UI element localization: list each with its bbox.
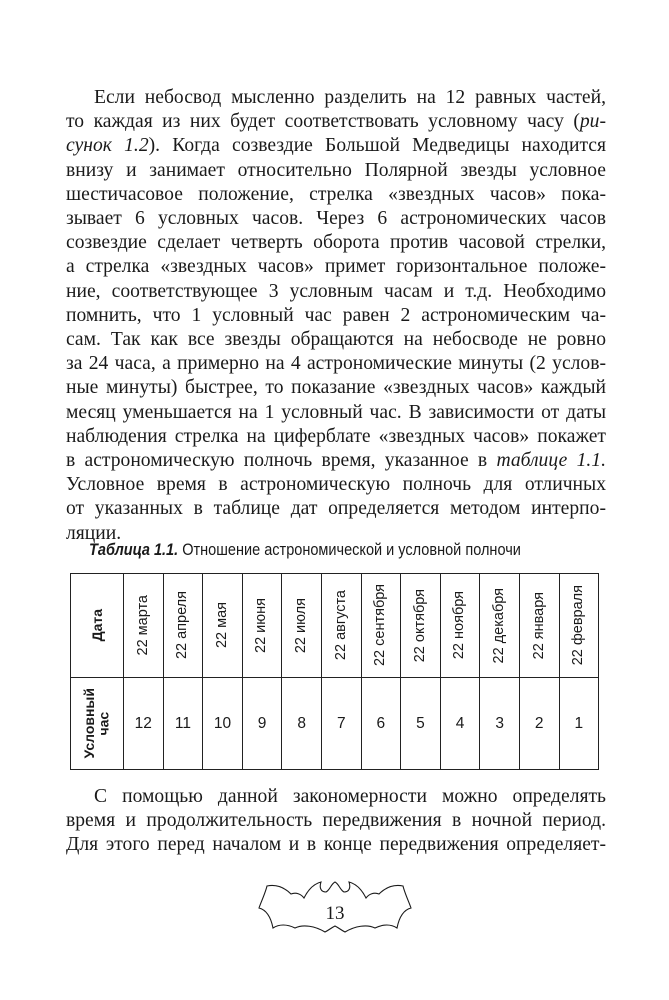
value-cell: 11 [163,678,203,770]
table-caption-text: Отношение астрономической и условной полночи [178,541,521,559]
text-line: месяц уменьшается на 1 условный час. В зависимости от даты [66,401,606,423]
table-reference: таблице 1.1. [496,450,606,472]
row-header-hour: Условный час [81,688,112,759]
page-footer [255,880,415,938]
text-line: за 24 часа, а примерно на 4 астрономические минуты (2 услов- [66,353,606,375]
value-cell: 2 [519,678,559,770]
text-line: Условное время в астрономическую полночь для отличных [66,474,606,496]
text-line: созвездие сделает четверть оборота против часовой стрелки, [66,232,606,254]
value-cell: 5 [401,678,441,770]
date-cell: 22 января [519,574,559,678]
row-header-date: Дата [88,609,105,642]
date-cell: 22 декабря [480,574,520,678]
text-line: ние, соответствующее 3 условным часам и т.д. Необходимо [66,280,606,302]
table-header-cell [71,678,124,770]
value-cell: 10 [203,678,243,770]
figure-reference: сунок 1.2 [66,135,149,157]
table-header-cell [71,574,124,678]
value-cell: 9 [242,678,282,770]
value-cell: 12 [124,678,164,770]
paragraph-2 [66,785,606,858]
text-line: зывает 6 условных часов. Через 6 астрономических часов [66,208,606,230]
value-cell: 8 [282,678,322,770]
value-cell: 6 [361,678,401,770]
text-line: а стрелка «звездных часов» примет горизонтальное положе- [66,256,606,278]
value-cell: 4 [440,678,480,770]
text-line: внизу и занимает относительно Полярной звезды условное [66,159,606,181]
text-line: ляции. [66,522,122,544]
value-cell: 3 [480,678,520,770]
page-number: 13 [325,903,345,924]
text-line: от указанных в таблице дат определяется методом интерпо- [66,498,606,520]
date-cell: 22 февраля [559,574,599,678]
date-cell: 22 марта [124,574,164,678]
table-row-values [71,678,599,770]
text-line: С помощью данной закономерности можно определять [94,786,606,807]
text-line: в астрономическую полночь время, указанное в таблице 1.1. [66,450,606,472]
text-line: помнить, что 1 условный час равен 2 астрономическим ча- [66,304,606,326]
text-line: сам. Так как все звезды обращаются на небосводе не ровно [66,329,606,351]
text-line: наблюдения стрелка на циферблате «звездных часов» покажет [66,425,606,447]
text-line: Если небосвод мысленно разделить на 12 равных частей, [94,87,606,108]
value-cell: 1 [559,678,599,770]
figure-reference: ри- [579,111,606,133]
text-line: Для этого перед началом и в конце передвижения определяет- [66,834,606,856]
text-line: сунок 1.2). Когда созвездие Большой Медведицы находится [66,135,606,157]
date-cell: 22 апреля [163,574,203,678]
date-cell: 22 августа [321,574,361,678]
date-cell: 22 мая [203,574,243,678]
table-row-dates [71,574,599,678]
table-caption-label: Таблица 1.1. [89,541,179,559]
midnight-table [70,573,599,770]
table-caption [89,541,521,560]
date-cell: 22 сентября [361,574,401,678]
date-cell: 22 июля [282,574,322,678]
date-cell: 22 ноября [440,574,480,678]
date-cell: 22 октября [401,574,441,678]
date-cell: 22 июня [242,574,282,678]
text-line: время и продолжительность передвижения в ночной период. [66,810,606,832]
text-line: то каждая из них будет соответствовать условному часу (ри- [66,111,606,133]
paragraph-1 [66,86,606,546]
value-cell: 7 [321,678,361,770]
text-line: ные минуты) быстрее, то показание «звездных часов» каждый [66,377,606,399]
text-line: шестичасовое положение, стрелка «звездных часов» пока- [66,183,606,205]
